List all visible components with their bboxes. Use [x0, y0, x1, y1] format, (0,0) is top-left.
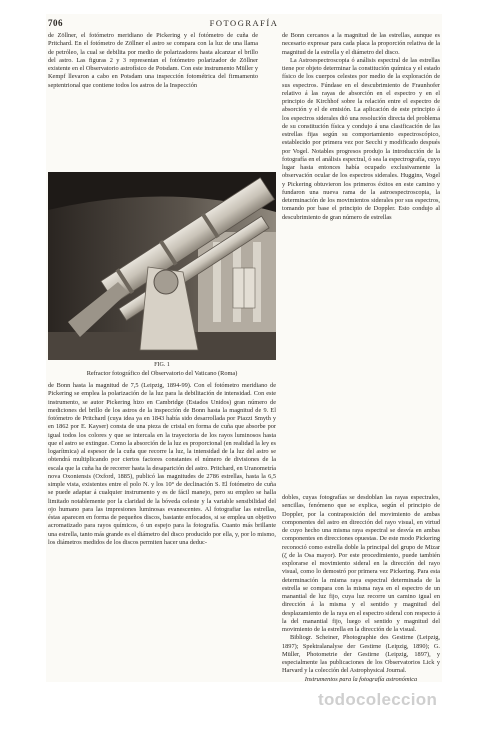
- paragraph: La Astroespectroscopia ó análisis espectral de las estrellas tiene por objeto determinar la constitución química y el estado físico de los cuerpos celestes por medio de la exploración de sus espectros. Fúndase en el descubrimiento de Fraunhofer relativo á las rayas de absorción en el espectro y en el principio de Kirchhof sobre la relación entre el espectro de absorción y el de emisión. La aplicación de este principio á los espectros siderales dió una resolución directa del problema de su constitución física y condujo á una clasificación de las estrellas fijas según su comportamiento espectroscópico, establecido por primera vez por Secchi y modificado después por Vogel. Notables progresos produjo la introducción de la fotografía en el análisis espectral, ó sea la espectrografía, cuyo lugar hasta entonces había ocupado exclusivamente la observación ocular de los espectros siderales. Huggins, Vogel y Pickering obtuvieron los primeros éxitos en este camino y fundaron una nueva rama de la astroespectroscopia, la determinación de los movimientos siderales por sus espectros, tomando por base el principio de Doppler. Esto condujo al descubrimiento de gran número de estrellas: [282, 56, 440, 221]
- page-header: [46, 18, 442, 30]
- section-heading: Instrumentos para la fotografía astronómica: [304, 675, 418, 682]
- telescope-photograph: [48, 172, 276, 360]
- left-column-bottom: [48, 382, 276, 682]
- figure-caption: Refractor fotográfico del Observatorio del Vaticano (Roma): [86, 370, 238, 377]
- running-title: FOTOGRAFÍA: [209, 18, 279, 28]
- left-column-top: [48, 32, 258, 172]
- paragraph: de Bonn cercanos a la magnitud de las estrellas, aunque es necesario expresar para cada placa la proporción relativa de la magnitud de la estrella y el diámetro del disco.: [282, 32, 440, 56]
- figure-number: FIG. 1: [154, 362, 170, 368]
- right-column-bottom: [282, 494, 440, 682]
- paragraph: dobles, cuyas fotografías se desdoblan las rayas espectrales, sencillas, fenómeno que se explica, según el principio de Doppler, por la contraposición del movimiento de ambas componentes del astro en dirección del rayo visual, en virtud de cuyo hecho una misma raya espectral se desvía en ambas componentes en direcciones opuestas. De este modo Pickering reconoció como estrella doble la principal del grupo de Mizar (ζ de la Osa mayor). Por este procedimiento, puede también explorarse el movimiento sideral en la dirección del rayo visual, como lo demostró por primera vez Pickering. Para esta determinación la misma raya espectral determinada de la estrella se compara con la misma raya en el espectro de un manantial de luz fijo, cuya luz recorre un camino igual en dirección á la misma y el sentido y magnitud del desplazamiento de la raya en el espectro sideral con respecto á la del manantial fijo, luego el sentido y magnitud del movimiento de la estrella en la dirección de la visual.: [282, 494, 440, 633]
- paragraph: de Bonn hasta la magnitud de 7,5 (Leipzig, 1894-99). Con el fotómetro meridiano de Pickering se emplea la polarización de la luz para la debilitación de intensidad. Con este instrumento, se autor Pickering hizo en Cambridge (Estados Unidos) gran número de mediciones del brillo de los astros de la inspección de Bonn hasta la magnitud de 9. El fotómetro de Pritchard (cuya idea ya en 1843 había sido desarrollada por Piazzi Smyth y en 1862 por E. Kayser) consta de una pieza de cristal en forma de cuña que absorbe por igual todos los colores y que se intercala en la trayectoria de los rayos luminosos hasta que el astro se extingue. Como la absorción de la luz es proporcional (en realidad la ley es logarítmica) al espesor de la cuña que recorre la luz, la intensidad de la luz del astro se obtendrá multiplicando por ciertos factores constantes el número de divisiones de la escala que la cuña ha de recorrer hasta la desaparición del astro. Pritchard, en Uranometría nova Oxoniensis (Oxford, 1885), publicó las magnitudes de 2786 estrellas, hasta la 6,5 simple vista, existentes entre el polo N. y los 10° de declinación S. El fotómetro de cuña se puede adaptar á cualquier instrumento y es de fácil manejo, pero su empleo se halla limitado notablemente por la claridad de la bóveda celeste y la variable sensibilidad del ojo humano para las impresiones luminosas evanescentes. Al fotografiar las estrellas, éstas aparecen en forma de pequeños discos, bastante enfocados, si se emplea un objetivo acromatizado para rayos químicos, ó un espejo para la fotografía. Cuanto más brillante una estrella, tanto más grande es el diámetro del disco producido por ella, y, por lo mismo, los diámetros medidos de los discos permiten hacer una deduc-: [48, 382, 276, 546]
- right-column: [282, 32, 440, 492]
- bibliography: Bibliogr. Scheiner, Photographie des Gestirne (Leipzig, 1897); Spektralanalyse der Gestirne (Leipzig, 1890); G. Müller, Photometrie der Gestirne (Leipzig, 1897), y especialmente las publicaciones de los Observatorios Lick y Harvard y la colección del Astrophysical Journal.: [282, 634, 440, 675]
- paragraph: de Zöllner, el fotómetro meridiano de Pickering y el fotómetro de cuña de Pritchard. En el fotómetro de Zöllner el astro se compara con la luz de una llama de petróleo, la cual se debilita por medio de polarizadores hasta alcanzar el brillo del astro. Las figuras 2 y 3 representan el fotómetro polarizador de Zöllner existente en el Observatorio astrofísico de Potsdam. Con este instrumento Müller y Kempf llevaron a cabo en Potsdam una inspección fotométrica del firmamento septentrional que contiene todos los astros de la Inspección: [48, 32, 258, 89]
- page-number: 706: [48, 18, 63, 28]
- refractor-illustration: [48, 172, 276, 360]
- book-page: [46, 14, 442, 682]
- watermark-logo: todocoleccion: [318, 690, 438, 709]
